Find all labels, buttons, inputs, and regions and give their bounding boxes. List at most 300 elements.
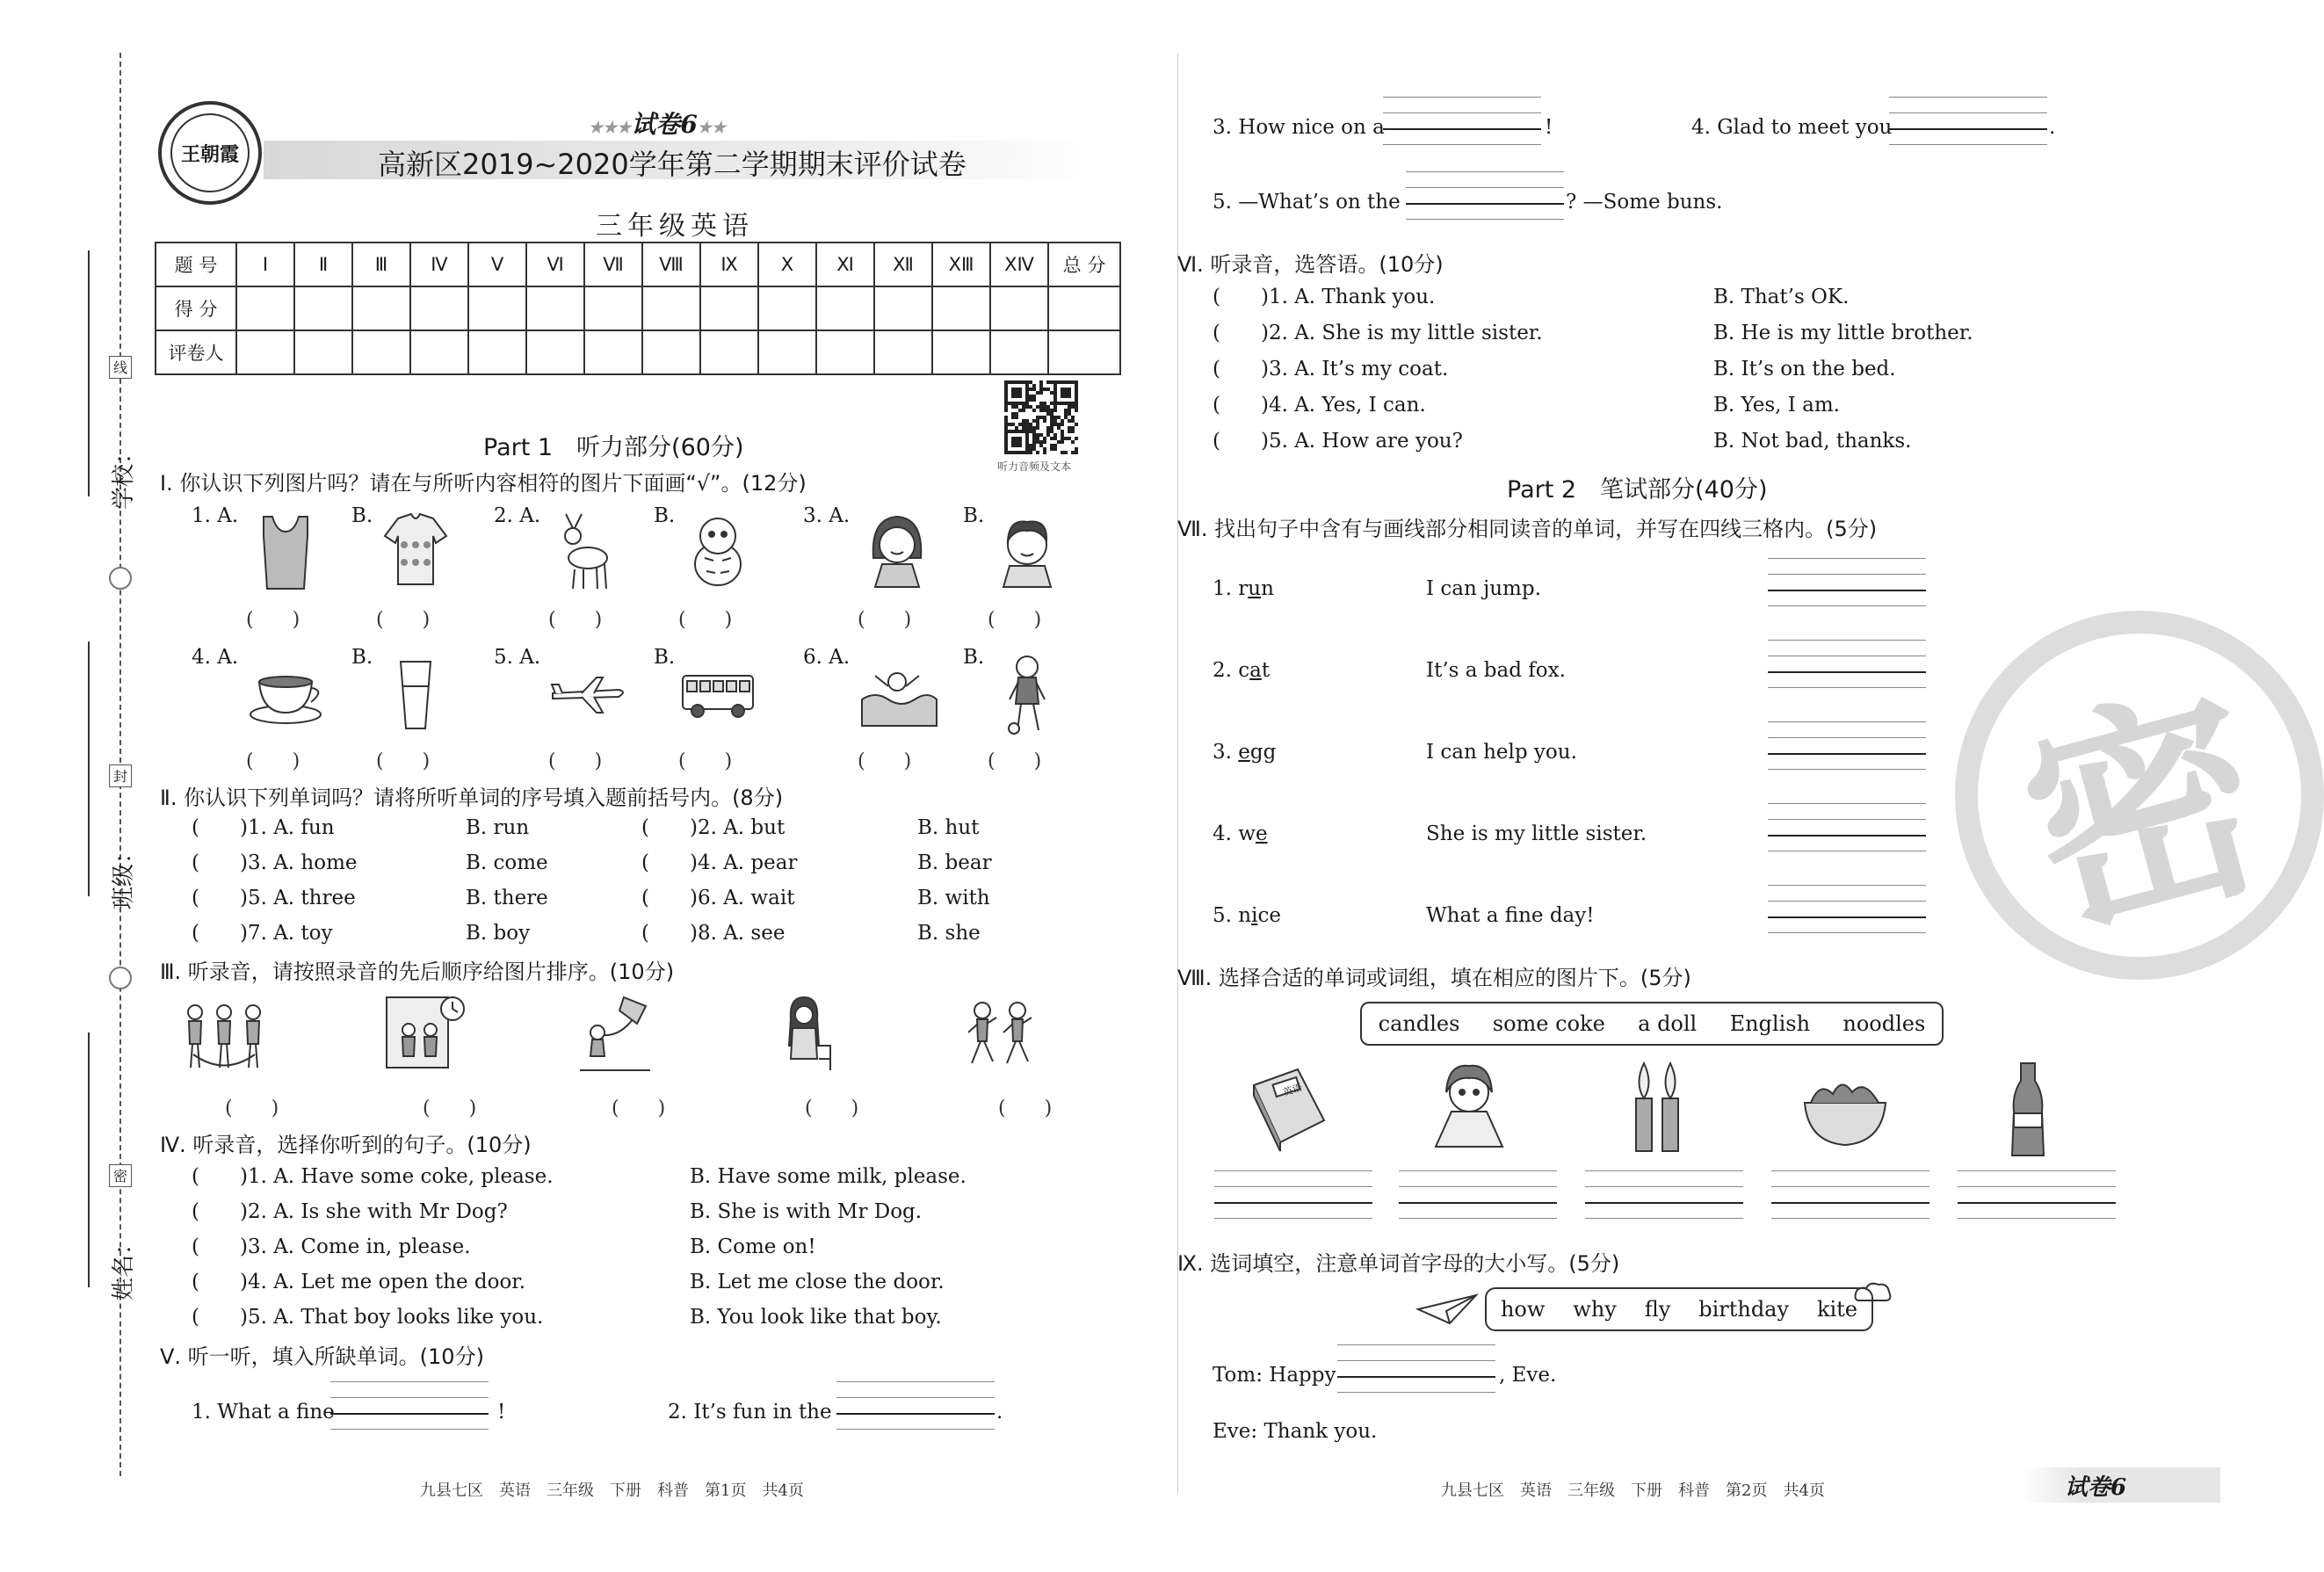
exam-title: 高新区2019~2020学年第二学期期末评价试卷 xyxy=(378,148,967,181)
qr-module xyxy=(1004,423,1008,426)
qr-module xyxy=(1011,437,1015,440)
qr-module xyxy=(1053,416,1057,419)
s7-word-underlined: u xyxy=(1248,577,1262,600)
qr-module xyxy=(1064,412,1068,416)
qr-module xyxy=(1036,391,1039,395)
qr-module xyxy=(1061,388,1064,391)
score-cell[interactable] xyxy=(700,286,758,330)
answer-paren[interactable]: ( ) xyxy=(858,750,912,772)
qr-module xyxy=(1053,405,1057,409)
qr-module xyxy=(1022,426,1025,430)
qr-module xyxy=(1039,409,1043,412)
score-cell[interactable] xyxy=(990,330,1048,374)
s6-option-b: B. Not bad, thanks. xyxy=(1713,430,1912,453)
qr-module xyxy=(1043,405,1046,409)
qr-module xyxy=(1050,444,1053,447)
qr-module xyxy=(1008,451,1011,454)
s7-word-post: t xyxy=(1261,659,1271,682)
score-cell[interactable] xyxy=(932,286,990,330)
score-cell[interactable] xyxy=(758,330,816,374)
score-cell[interactable] xyxy=(468,330,526,374)
qr-module xyxy=(1025,402,1029,405)
qr-module xyxy=(1068,380,1071,384)
s9-writing-lines[interactable] xyxy=(1337,1344,1495,1392)
s6-option-b: B. It’s on the bed. xyxy=(1713,358,1896,380)
logo xyxy=(158,101,262,205)
qr-module xyxy=(1046,412,1050,416)
answer-paren[interactable]: ( ) xyxy=(225,1098,279,1119)
s7-word xyxy=(1213,576,1274,602)
qr-module xyxy=(1025,447,1029,451)
score-column-header: Ⅻ xyxy=(874,243,932,286)
score-column-header: Ⅹ xyxy=(758,243,816,286)
s7-writing-lines[interactable] xyxy=(1768,558,1926,605)
qr-module xyxy=(1029,398,1032,402)
s5-q1-writing-lines[interactable] xyxy=(330,1381,489,1429)
score-cell[interactable] xyxy=(410,330,468,374)
s5-q2-writing-lines[interactable] xyxy=(836,1381,995,1429)
qr-module xyxy=(1018,451,1022,454)
qr-module xyxy=(1008,380,1011,384)
s5-q3-text: 3. How nice on a xyxy=(1213,116,1385,139)
s2-item-a[interactable]: ( )1. A. fun xyxy=(192,816,335,839)
answer-paren[interactable]: ( ) xyxy=(678,750,733,772)
s2-item-b: B. run xyxy=(466,816,530,839)
qr-module xyxy=(1025,384,1029,388)
s6-option-a[interactable]: ( )2. A. She is my little sister. xyxy=(1213,322,1543,344)
qr-module xyxy=(1068,395,1071,398)
qr-module xyxy=(1025,433,1029,437)
qr-module xyxy=(1053,384,1057,388)
qr-module xyxy=(1015,416,1018,419)
s2-item-b: B. bear xyxy=(917,851,992,874)
qr-module xyxy=(1075,402,1078,405)
qr-module xyxy=(1004,380,1008,384)
score-cell[interactable] xyxy=(1048,330,1120,374)
qr-module xyxy=(1071,419,1075,423)
s7-word-underlined: e xyxy=(1238,741,1250,764)
qr-module xyxy=(1018,440,1022,444)
qr-module xyxy=(1022,419,1025,423)
qr-module xyxy=(1011,380,1015,384)
s2-item-a[interactable]: ( )3. A. home xyxy=(192,851,358,874)
picture-label: B. xyxy=(963,504,985,527)
qr-module xyxy=(1025,405,1029,409)
score-column-header: ⅩⅢ xyxy=(932,243,990,286)
qr-module xyxy=(1004,388,1008,391)
s7-word-pre: 2. c xyxy=(1213,659,1250,682)
qr-module xyxy=(1018,423,1022,426)
qr-module xyxy=(1015,426,1018,430)
qr-module xyxy=(1043,451,1046,454)
classroom-icon xyxy=(382,993,470,1081)
qr-module xyxy=(1061,433,1064,437)
qr-module xyxy=(1011,405,1015,409)
score-cell[interactable] xyxy=(932,330,990,374)
qr-module xyxy=(1032,409,1036,412)
qr-module xyxy=(1039,402,1043,405)
s8-writing-lines[interactable] xyxy=(1958,1170,2116,1218)
qr-module xyxy=(1029,380,1032,384)
s6-option-a[interactable]: ( )4. A. Yes, I can. xyxy=(1213,394,1426,417)
s4-option-a[interactable]: ( )2. A. Is she with Mr Dog? xyxy=(192,1200,508,1223)
qr-module xyxy=(1018,409,1022,412)
s2-item-b: B. boy xyxy=(466,922,531,945)
boy-icon xyxy=(988,510,1067,593)
s7-word xyxy=(1213,821,1268,847)
s5-q5-writing-lines[interactable] xyxy=(1406,171,1564,219)
qr-module xyxy=(1036,405,1039,409)
qr-module xyxy=(1064,451,1068,454)
score-cell[interactable] xyxy=(816,330,874,374)
qr-module xyxy=(1032,398,1036,402)
qr-module xyxy=(1075,451,1078,454)
s5-q3-end: ! xyxy=(1545,116,1553,139)
qr-module xyxy=(1061,437,1064,440)
score-cell[interactable] xyxy=(236,286,294,330)
kid-icon xyxy=(988,651,1067,735)
qr-module xyxy=(1025,395,1029,398)
qr-module xyxy=(1011,444,1015,447)
s6-option-b: B. He is my little brother. xyxy=(1713,322,1973,344)
binding-hole-icon xyxy=(109,567,132,590)
qr-module xyxy=(1064,402,1068,405)
qr-module xyxy=(1011,395,1015,398)
picture-label: B. xyxy=(351,646,373,669)
score-cell[interactable] xyxy=(874,286,932,330)
answer-paren[interactable]: ( ) xyxy=(678,609,733,631)
s4-option-b: B. Come on! xyxy=(690,1235,816,1258)
qr-module xyxy=(1053,433,1057,437)
s5-q2-text: 2. It’s fun in the xyxy=(668,1401,832,1423)
qr-module xyxy=(1029,426,1032,430)
answer-paren[interactable]: ( ) xyxy=(548,750,603,772)
qr-module xyxy=(1025,451,1029,454)
answer-paren[interactable]: ( ) xyxy=(548,609,603,631)
binding-strip xyxy=(53,53,141,1476)
s6-option-a[interactable]: ( )1. A. Thank you. xyxy=(1213,286,1436,308)
qr-module xyxy=(1018,437,1022,440)
word-option: why xyxy=(1573,1297,1617,1322)
s6-option-b: B. Yes, I am. xyxy=(1713,394,1840,417)
qr-module xyxy=(1043,388,1046,391)
score-column-header: Ⅲ xyxy=(352,243,410,286)
qr-module xyxy=(1075,384,1078,388)
s8-writing-lines[interactable] xyxy=(1399,1170,1557,1218)
picture-label: 6. A. xyxy=(803,646,851,669)
qr-module xyxy=(1050,380,1053,384)
score-cell[interactable] xyxy=(584,286,642,330)
qr-module xyxy=(1075,395,1078,398)
qr-module xyxy=(1015,388,1018,391)
qr-module xyxy=(1071,451,1075,454)
picture-label: 4. A. xyxy=(192,646,239,669)
qr-module xyxy=(1046,433,1050,437)
deer-icon xyxy=(548,510,627,593)
score-cell[interactable] xyxy=(294,330,352,374)
s5-q1-text: 1. What a fine xyxy=(192,1401,335,1423)
score-cell[interactable] xyxy=(236,330,294,374)
score-column-header: 总 分 xyxy=(1048,243,1120,286)
answer-paren[interactable]: ( ) xyxy=(612,1098,666,1119)
score-cell[interactable] xyxy=(352,286,410,330)
qr-module xyxy=(1071,380,1075,384)
s7-writing-lines[interactable] xyxy=(1768,721,1926,769)
qr-module xyxy=(1022,380,1025,384)
qr-module xyxy=(1061,402,1064,405)
qr-module xyxy=(1053,409,1057,412)
qr-module xyxy=(1050,447,1053,451)
score-cell[interactable] xyxy=(526,286,584,330)
s7-writing-lines[interactable] xyxy=(1768,803,1926,851)
s2-item-a[interactable]: ( )2. A. but xyxy=(641,816,786,839)
vest-icon xyxy=(246,510,325,593)
s8-writing-lines[interactable] xyxy=(1771,1170,1929,1218)
qr-module xyxy=(1032,444,1036,447)
s7-writing-lines[interactable] xyxy=(1768,640,1926,687)
qr-module xyxy=(1057,402,1061,405)
answer-paren[interactable]: ( ) xyxy=(858,609,912,631)
qr-module xyxy=(1015,380,1018,384)
qr-module xyxy=(1075,405,1078,409)
qr-module xyxy=(1029,447,1032,451)
s7-writing-lines[interactable] xyxy=(1768,885,1926,932)
qr-module xyxy=(1015,391,1018,395)
qr-module xyxy=(1011,412,1015,416)
qr-module xyxy=(1004,440,1008,444)
qr-module xyxy=(1053,388,1057,391)
qr-module xyxy=(1071,426,1075,430)
qr-module xyxy=(1008,423,1011,426)
qr-module xyxy=(1032,388,1036,391)
qr-module xyxy=(1050,437,1053,440)
score-cell[interactable] xyxy=(468,286,526,330)
answer-paren[interactable]: ( ) xyxy=(988,609,1042,631)
s7-word-underlined: i xyxy=(1251,904,1258,927)
qr-module xyxy=(1061,423,1064,426)
s9-line1-end: , Eve. xyxy=(1499,1364,1557,1387)
s5-q2-end: . xyxy=(996,1401,1003,1423)
qr-module xyxy=(1053,380,1057,384)
score-column-header: Ⅸ xyxy=(700,243,758,286)
section-7-title: Ⅶ. 找出句子中含有与画线部分相同读音的单词，并写在四线三格内。(5分) xyxy=(1177,517,1878,541)
qr-module xyxy=(1004,416,1008,419)
section-2-title: Ⅱ. 你认识下列单词吗？请将所听单词的序号填入题前括号内。(8分) xyxy=(160,786,784,810)
qr-module xyxy=(1036,423,1039,426)
score-cell[interactable] xyxy=(758,286,816,330)
score-cell[interactable] xyxy=(990,286,1048,330)
qr-module xyxy=(1018,391,1022,395)
runners-icon xyxy=(958,993,1046,1081)
qr-module xyxy=(1018,444,1022,447)
qr-module xyxy=(1068,409,1071,412)
answer-paren[interactable]: ( ) xyxy=(246,609,300,631)
s2-item-a[interactable]: ( )6. A. wait xyxy=(641,887,795,909)
s4-option-a[interactable]: ( )5. A. That boy looks like you. xyxy=(192,1306,544,1329)
score-cell[interactable] xyxy=(526,330,584,374)
score-cell[interactable] xyxy=(700,330,758,374)
qr-module xyxy=(1004,430,1008,433)
qr-module xyxy=(1029,405,1032,409)
qr-module xyxy=(1036,416,1039,419)
qr-module xyxy=(1064,437,1068,440)
word-option: kite xyxy=(1816,1297,1858,1322)
score-cell[interactable] xyxy=(816,286,874,330)
score-column-header: ⅩⅣ xyxy=(990,243,1048,286)
qr-module xyxy=(1004,384,1008,388)
qr-module xyxy=(1015,430,1018,433)
qr-module xyxy=(1039,433,1043,437)
subject-title: 三年级英语 xyxy=(596,211,754,242)
s7-word xyxy=(1213,902,1281,929)
answer-paren[interactable]: ( ) xyxy=(998,1098,1053,1119)
qr-module xyxy=(1022,423,1025,426)
qr-caption: 听力音频及文本 xyxy=(997,460,1072,473)
s4-option-a[interactable]: ( )3. A. Come in, please. xyxy=(192,1235,471,1258)
part1-title: Part 1 听力部分(60分) xyxy=(483,434,744,461)
qr-module xyxy=(1015,440,1018,444)
answer-paren[interactable]: ( ) xyxy=(246,750,300,772)
qr-module xyxy=(1061,391,1064,395)
s5-q4-writing-lines[interactable] xyxy=(1889,97,2047,144)
score-column-header: Ⅶ xyxy=(584,243,642,286)
s6-option-b: B. That’s OK. xyxy=(1713,286,1850,308)
qr-module xyxy=(1029,444,1032,447)
glass-icon xyxy=(376,651,455,735)
qr-module xyxy=(1050,426,1053,430)
coke-icon xyxy=(1984,1059,2079,1160)
word-option: noodles xyxy=(1843,1011,1926,1036)
s2-item-a[interactable]: ( )5. A. three xyxy=(192,887,356,909)
picture-label: B. xyxy=(654,646,676,669)
qr-module xyxy=(1011,423,1015,426)
qr-module xyxy=(1053,423,1057,426)
qr-module xyxy=(1008,402,1011,405)
answer-paren[interactable]: ( ) xyxy=(805,1098,859,1119)
qr-module xyxy=(1025,440,1029,444)
qr-module xyxy=(1025,419,1029,423)
qr-module xyxy=(1053,398,1057,402)
qr-module xyxy=(1064,380,1068,384)
qr-module xyxy=(1075,398,1078,402)
s4-option-b: B. Let me close the door. xyxy=(690,1271,945,1293)
picture-label: B. xyxy=(963,646,985,669)
qr-module xyxy=(1022,402,1025,405)
s2-item-b: B. hut xyxy=(917,816,980,839)
score-cell[interactable] xyxy=(1048,286,1120,330)
qr-code xyxy=(1004,380,1080,456)
qr-module xyxy=(1011,388,1015,391)
score-cell[interactable] xyxy=(584,330,642,374)
qr-module xyxy=(1004,398,1008,402)
score-cell[interactable] xyxy=(294,286,352,330)
qr-module xyxy=(1068,405,1071,409)
shirt-icon xyxy=(376,510,455,593)
qr-module xyxy=(1018,380,1022,384)
qr-module xyxy=(1004,405,1008,409)
qr-module xyxy=(1053,444,1057,447)
s6-option-a[interactable]: ( )3. A. It’s my coat. xyxy=(1213,358,1449,380)
s2-item-b: B. she xyxy=(917,922,981,945)
swim-icon xyxy=(858,651,937,735)
s2-item-b: B. come xyxy=(466,851,548,874)
qr-module xyxy=(1064,395,1068,398)
word-option: candles xyxy=(1378,1011,1460,1036)
qr-module xyxy=(1011,440,1015,444)
qr-module xyxy=(1050,416,1053,419)
qr-module xyxy=(1032,437,1036,440)
score-cell[interactable] xyxy=(642,286,700,330)
s8-writing-lines[interactable] xyxy=(1585,1170,1743,1218)
score-cell[interactable] xyxy=(642,330,700,374)
s7-word xyxy=(1213,657,1270,684)
score-row-label: 得 分 xyxy=(156,286,236,330)
part2-title: Part 2 笔试部分(40分) xyxy=(1507,476,1768,503)
qr-module xyxy=(1025,426,1029,430)
qr-module xyxy=(1075,380,1078,384)
word-option: fly xyxy=(1644,1297,1671,1322)
score-cell[interactable] xyxy=(874,330,932,374)
qr-module xyxy=(1032,384,1036,388)
s6-option-a[interactable]: ( )5. A. How are you? xyxy=(1213,430,1463,453)
qr-module xyxy=(1071,430,1075,433)
qr-module xyxy=(1075,447,1078,451)
qr-module xyxy=(1039,440,1043,444)
picture-label: 5. A. xyxy=(494,646,541,669)
section-8-title: Ⅷ. 选择合适的单词或词组，填在相应的图片下。(5分) xyxy=(1177,966,1691,990)
s4-option-b: B. She is with Mr Dog. xyxy=(690,1200,923,1223)
qr-module xyxy=(1025,444,1029,447)
s4-option-a[interactable]: ( )1. A. Have some coke, please. xyxy=(192,1165,554,1188)
score-cell[interactable] xyxy=(410,286,468,330)
qr-module xyxy=(1018,388,1022,391)
qr-module xyxy=(1032,419,1036,423)
score-cell[interactable] xyxy=(352,330,410,374)
s2-item-a[interactable]: ( )8. A. see xyxy=(641,922,786,945)
answer-paren[interactable]: ( ) xyxy=(376,609,431,631)
qr-module xyxy=(1018,395,1022,398)
qr-module xyxy=(1015,437,1018,440)
qr-module xyxy=(1057,416,1061,419)
qr-module xyxy=(1004,391,1008,395)
qr-module xyxy=(1036,419,1039,423)
qr-module xyxy=(1004,451,1008,454)
s4-option-a[interactable]: ( )4. A. Let me open the door. xyxy=(192,1271,526,1293)
qr-module xyxy=(1057,423,1061,426)
score-column-header: Ⅴ xyxy=(468,243,526,286)
s5-q3-writing-lines[interactable] xyxy=(1383,97,1541,144)
qr-module xyxy=(1050,419,1053,423)
score-column-header: Ⅳ xyxy=(410,243,468,286)
s9-line2-text: Eve: Thank you. xyxy=(1213,1420,1378,1443)
qr-module xyxy=(1039,444,1043,447)
qr-module xyxy=(1015,402,1018,405)
noodles-icon xyxy=(1798,1059,1893,1160)
tiger-icon xyxy=(678,510,757,593)
qr-module xyxy=(1029,388,1032,391)
s8-writing-lines[interactable] xyxy=(1214,1170,1372,1218)
picture-label: 3. A. xyxy=(803,504,851,527)
answer-paren[interactable]: ( ) xyxy=(376,750,431,772)
picture-label: 1. A. xyxy=(192,504,239,527)
qr-module xyxy=(1025,388,1029,391)
answer-paren[interactable]: ( ) xyxy=(423,1098,477,1119)
s2-item-a[interactable]: ( )4. A. pear xyxy=(641,851,798,874)
section-4-title: Ⅳ. 听录音，选择你听到的句子。(10分) xyxy=(160,1133,532,1157)
answer-paren[interactable]: ( ) xyxy=(988,750,1042,772)
qr-module xyxy=(1004,447,1008,451)
s2-item-a[interactable]: ( )7. A. toy xyxy=(192,922,333,945)
